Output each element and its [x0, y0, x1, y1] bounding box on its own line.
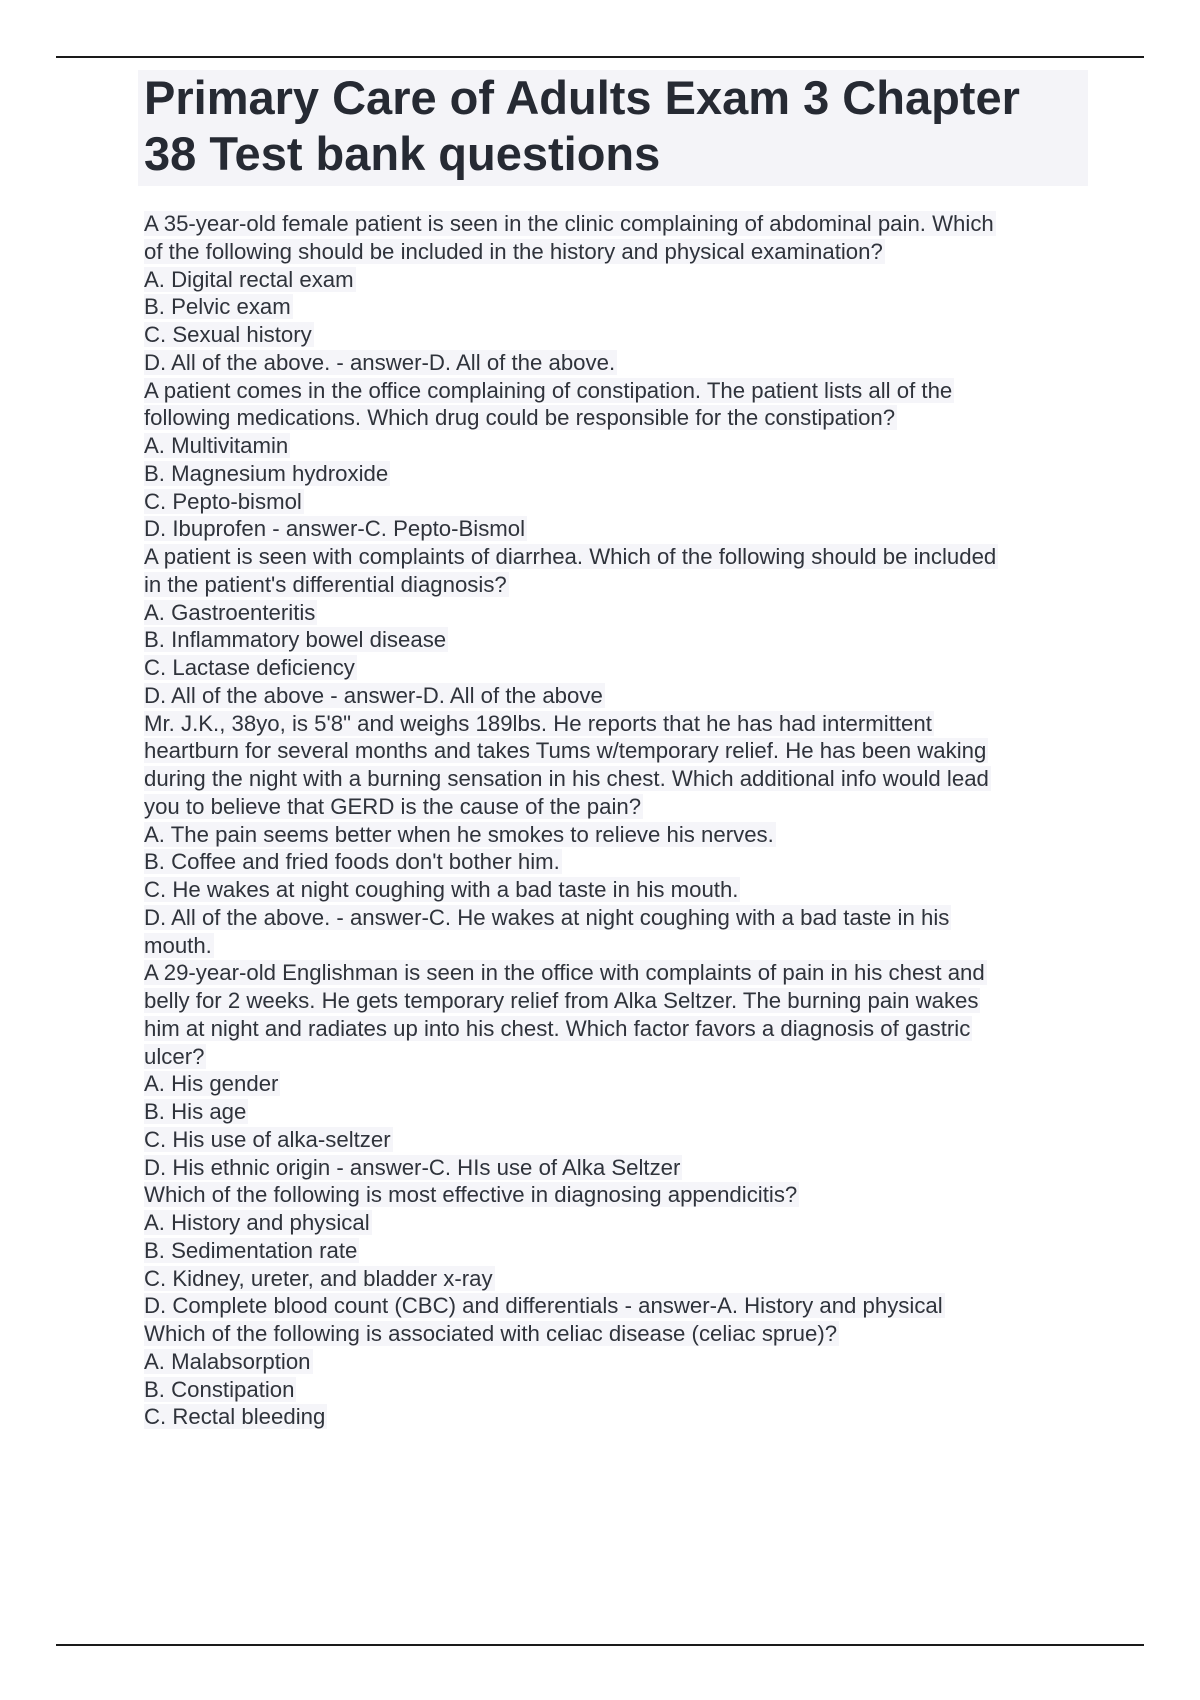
- text-line-content: B. His age: [144, 1099, 247, 1124]
- text-line: [144, 1098, 1084, 1126]
- text-line: [144, 1070, 1084, 1098]
- text-line: [144, 904, 1084, 932]
- text-line-content: B. Magnesium hydroxide: [144, 460, 389, 486]
- text-line: [144, 1237, 1084, 1265]
- text-line: [144, 293, 1084, 321]
- text-line: [144, 821, 1084, 849]
- text-line-content: him at night and radiates up into his chest. Which factor favors a diagnosis of gastric: [144, 1015, 971, 1041]
- text-line: [144, 1126, 1084, 1154]
- text-line-content: of the following should be included in the history and physical examination?: [144, 238, 883, 264]
- text-line: [144, 654, 1084, 682]
- text-line-content: D. Complete blood count (CBC) and differentials - answer-A. History and physical: [144, 1293, 943, 1319]
- bottom-rule: [56, 1644, 1144, 1646]
- text-line: [144, 876, 1084, 904]
- text-line-content: B. Constipation: [144, 1376, 295, 1402]
- text-line: [144, 1209, 1084, 1237]
- text-line-content: A. Malabsorption: [144, 1348, 311, 1374]
- text-line: [144, 1292, 1084, 1320]
- title-line-2: 38 Test bank questions: [144, 127, 661, 180]
- text-line-content: B. Sedimentation rate: [144, 1237, 358, 1263]
- text-line-content: heartburn for several months and takes Tums w/temporary relief. He has been waking: [144, 738, 987, 764]
- text-line: [144, 1181, 1084, 1209]
- text-line: [144, 349, 1084, 377]
- text-line-content: C. Pepto-bismol: [144, 488, 302, 514]
- text-line-content: D. Ibuprofen - answer-C. Pepto-Bismol: [144, 516, 526, 542]
- text-line-content: D. All of the above. - answer-C. He wakes at night coughing with a bad taste in his: [144, 904, 950, 930]
- text-line: [144, 238, 1084, 266]
- text-line: [144, 571, 1084, 599]
- text-line-content: mouth.: [144, 932, 212, 958]
- text-line: [144, 1015, 1084, 1043]
- text-line: [144, 321, 1084, 349]
- text-line: [144, 1154, 1084, 1182]
- text-line: [144, 848, 1084, 876]
- text-line-content: C. Kidney, ureter, and bladder x-ray: [144, 1265, 493, 1291]
- text-line-content: A. The pain seems better when he smokes to relieve his nerves.: [144, 821, 774, 847]
- title-block: [138, 70, 1088, 186]
- text-line-content: B. Inflammatory bowel disease: [144, 627, 447, 653]
- text-line: [144, 404, 1084, 432]
- text-line: [144, 793, 1084, 821]
- text-line: [144, 626, 1084, 654]
- text-line: [144, 682, 1084, 710]
- text-line-content: in the patient's differential diagnosis?: [144, 571, 507, 597]
- top-rule: [56, 56, 1144, 58]
- text-line-content: A patient comes in the office complaining of constipation. The patient lists all of the: [144, 377, 953, 403]
- text-line-content: A. Multivitamin: [144, 433, 289, 458]
- text-line-content: you to believe that GERD is the cause of the pain?: [144, 793, 642, 819]
- text-line: [144, 932, 1084, 960]
- text-line-content: D. All of the above - answer-D. All of the above: [144, 682, 603, 708]
- text-line-content: A 35-year-old female patient is seen in the clinic complaining of abdominal pain. Which: [144, 211, 994, 236]
- text-line-content: C. His use of alka-seltzer: [144, 1126, 391, 1152]
- text-line: [144, 1320, 1084, 1348]
- text-line: [144, 765, 1084, 793]
- text-line: [144, 987, 1084, 1015]
- text-line: [144, 432, 1084, 460]
- text-line-content: Which of the following is associated with celiac disease (celiac sprue)?: [144, 1321, 838, 1346]
- text-line: [144, 460, 1084, 488]
- text-line-content: ulcer?: [144, 1043, 205, 1069]
- text-line: [144, 737, 1084, 765]
- text-line-content: belly for 2 weeks. He gets temporary relief from Alka Seltzer. The burning pain wakes: [144, 988, 979, 1013]
- text-line-content: D. His ethnic origin - answer-C. HIs use of Alka Seltzer: [144, 1154, 681, 1180]
- text-line: [144, 1043, 1084, 1071]
- text-line: [144, 710, 1084, 738]
- text-line: [144, 1403, 1084, 1431]
- text-line-content: A. His gender: [144, 1071, 279, 1097]
- text-line-content: A. Digital rectal exam: [144, 266, 354, 292]
- text-line: [144, 1348, 1084, 1376]
- title-line-1: Primary Care of Adults Exam 3 Chapter: [144, 71, 1020, 124]
- text-line: [144, 959, 1084, 987]
- text-line: [144, 488, 1084, 516]
- text-line: [144, 515, 1084, 543]
- text-line-content: following medications. Which drug could be responsible for the constipation?: [144, 405, 896, 431]
- text-line-content: C. Lactase deficiency: [144, 655, 355, 680]
- text-line-content: A. History and physical: [144, 1210, 370, 1235]
- text-line-content: D. All of the above. - answer-D. All of the above.: [144, 349, 616, 375]
- text-line-content: C. He wakes at night coughing with a bad taste in his mouth.: [144, 877, 739, 902]
- document-body: [144, 210, 1084, 1431]
- text-line-content: during the night with a burning sensation in his chest. Which additional info would lead: [144, 766, 989, 791]
- text-line-content: Which of the following is most effective in diagnosing appendicitis?: [144, 1182, 798, 1208]
- text-line: [144, 210, 1084, 238]
- text-line-content: A 29-year-old Englishman is seen in the office with complaints of pain in his chest and: [144, 960, 985, 986]
- text-line-content: A patient is seen with complaints of diarrhea. Which of the following should be included: [144, 544, 997, 569]
- text-line-content: A. Gastroenteritis: [144, 599, 316, 625]
- text-line: [144, 599, 1084, 627]
- text-line: [144, 1376, 1084, 1404]
- text-line-content: C. Sexual history: [144, 322, 312, 347]
- text-line-content: Mr. J.K., 38yo, is 5'8" and weighs 189lbs. He reports that he has had intermittent: [144, 710, 932, 736]
- page-title: [144, 70, 1082, 182]
- text-line-content: B. Coffee and fried foods don't bother him.: [144, 849, 560, 875]
- text-line: [144, 543, 1084, 571]
- text-line: [144, 377, 1084, 405]
- text-line: [144, 1265, 1084, 1293]
- text-line-content: B. Pelvic exam: [144, 294, 291, 320]
- text-line-content: C. Rectal bleeding: [144, 1404, 326, 1430]
- text-line: [144, 266, 1084, 294]
